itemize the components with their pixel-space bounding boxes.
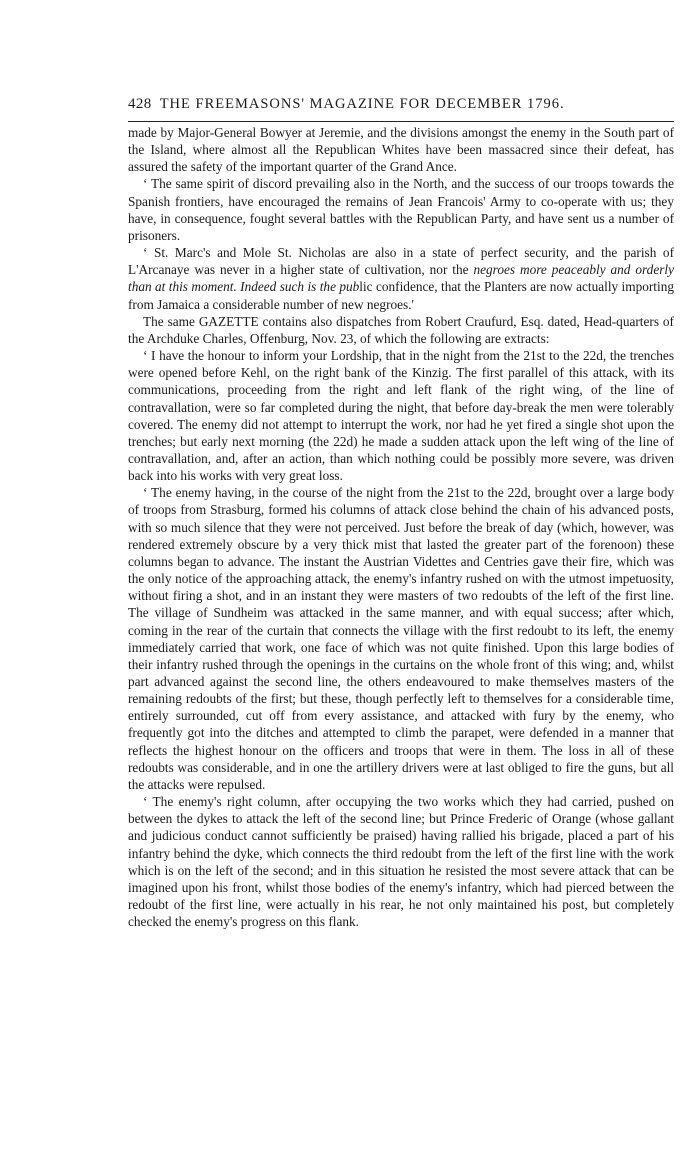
paragraph-6: ‘ The enemy having, in the course of the night from the 21st to the 22d, brought over a large body of troops from Strasburg, formed his columns of attack close behind the chain of his advanced posts, with so much silence that they were not perceived. Just before the break of day (which, however, was rendered extremely obscure by a very thick mist that lasted the greater part of the forenoon) these columns began to advance. The instant the Austrian Videttes and Centries gave their fire, which was the only notice of the approaching attack, the enemy's infantry rushed on with the utmost impetuosity, without firing a shot, and in an instant they were masters of two redoubts of the left of the first line. The village of Sundheim was attacked in the same manner, and with equal success; after which, coming in the rear of the curtain that connects the village with the first redoubt to its left, the enemy immediately carried that work, one face of which was not quite finished. Upon this large bodies of their infantry rushed through the openings in the curtains on the whole front of this wing; and, whilst part advanced against the second line, the others endeavoured to make themselves masters of the remaining redoubts of the first; but these, though perfectly left to themselves for a considerable time, entirely surrounded, cut off from every assistance, and attacked with fury by the enemy, who frequently got into the ditches and attempted to climb the parapet, were defended in a manner that reflects the highest honour on the officers and troops that were in them. The loss in all of these redoubts was considerable, and in one the artillery drivers were at last obliged to fire the guns, but all the attacks were repulsed. — [128, 485, 674, 792]
page-header — [128, 96, 670, 118]
paragraph-7: ‘ The enemy's right column, after occupying the two works which they had carried, pushed on between the dykes to attack the left of the second line; but Prince Frederic of Orange (whose gallant and judicious conduct cannot sufficiently be praised) having rallied his brigade, placed a part of his infantry behind the dyke, which connects the third redoubt from the left of the first line with the work which is on the left of the second; and in this situation he resisted the most severe attack that can be imagined upon his front, whilst those bodies of the enemy's infantry, which had pierced between the redoubt of the first line, were actually in his rear, he not only maintained his post, but completely checked the enemy's progress on this flank. — [128, 794, 674, 930]
paragraph-4: The same GAZETTE contains also dispatches from Robert Craufurd, Esq. dated, Head-quarters of the Archduke Charles, Offenburg, Nov. 23, of which the following are extracts: — [128, 313, 674, 346]
page-number: 428 — [128, 96, 152, 112]
paragraph-1: made by Major-General Bowyer at Jeremie, and the divisions amongst the enemy in the South part of the Island, where almost all the Republican Whites have been massacred since their defeat, has assured the safety of the important quarter of the Grand Ance. — [128, 125, 674, 175]
header-rule — [128, 121, 674, 122]
paragraph-3-emphasis: negroes more peaceably and orderly than at this moment. Indeed such is the pub — [128, 262, 675, 295]
paragraph-3 — [128, 244, 674, 313]
paragraph-5: ‘ I have the honour to inform your Lordship, that in the night from the 21st to the 22d, the trenches were opened before Kehl, on the right bank of the Kinzig. The first parallel of this attack, with its communications, proceeding from the right and left flank of the right wing, of the line of contravallation, were so far completed during the night, that before day-break the men were tolerably covered. The enemy did not attempt to interrupt the work, nor had he yet fired a single shot upon the trenches; but early next morning (the 22d) he made a sudden attack upon the left wing of the line of contravallation, and, after an action, than which nothing could be possibly more severe, was driven back into his works with very great loss. — [128, 348, 674, 484]
paragraph-2: ‘ The same spirit of discord prevailing also in the North, and the success of our troops towards the Spanish frontiers, have encouraged the remains of Jean Francois' Army to co-operate with us; they have, in consequence, fought several battles with the Republican Party, and have sent us a number of prisoners. — [128, 176, 674, 243]
paragraph-3-start: ‘ St. Marc's and Mole St. Nicholas are also in a state of perfect security, and the parish of L'Arcanaye was never in a higher state of cultivation, nor the — [128, 245, 674, 278]
article-body — [128, 124, 674, 930]
running-head: THE FREEMASONS' MAGAZINE FOR DECEMBER 1796. — [159, 96, 565, 112]
paragraph-3-end: lic confidence, that the Planters are now actually importing from Jamaica a considerable number of new negroes.' — [128, 279, 674, 312]
